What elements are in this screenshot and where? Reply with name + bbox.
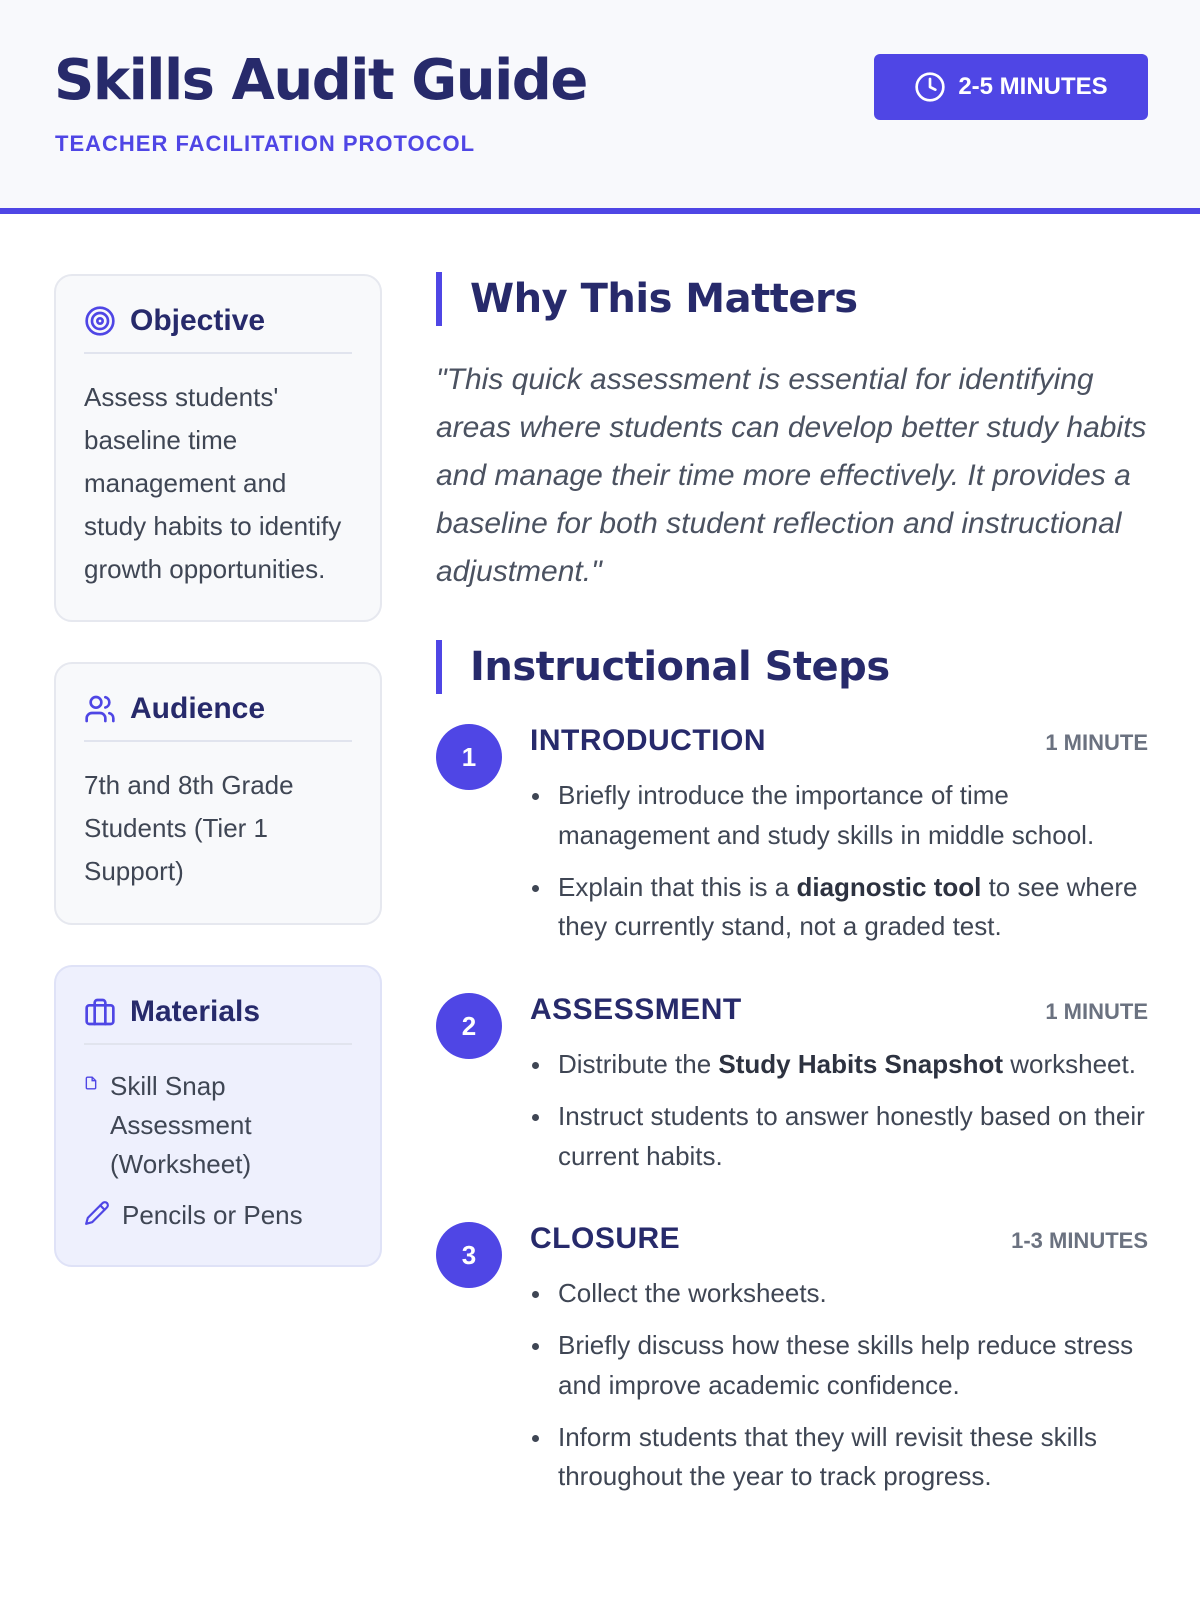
list-item bbox=[84, 1196, 352, 1235]
page-title: Skills Audit Guide bbox=[54, 48, 587, 113]
step-item bbox=[436, 993, 1148, 1176]
list-item bbox=[84, 1067, 352, 1184]
step-number-badge: 2 bbox=[436, 993, 502, 1059]
material-label: Pencils or Pens bbox=[122, 1200, 303, 1231]
why-heading: Why This Matters bbox=[436, 272, 1148, 326]
page-subtitle: TEACHER FACILITATION PROTOCOL bbox=[55, 131, 476, 156]
step-bullets bbox=[530, 776, 1148, 947]
list-item: Briefly introduce the importance of time management and study skills in middle school. bbox=[530, 776, 1148, 856]
objective-header bbox=[84, 304, 352, 354]
materials-card bbox=[54, 965, 382, 1267]
step-title: INTRODUCTION bbox=[530, 724, 766, 757]
step-duration: 1 MINUTE bbox=[1045, 730, 1148, 755]
objective-text: Assess students' baseline time management and study habits to identify growth opportunities. bbox=[84, 382, 342, 584]
why-quote: "This quick assessment is essential for identifying areas where students can develop better study habits and manage their time more effectively. It provides a baseline for both student reflection and instructional adjustment." bbox=[436, 363, 1147, 588]
step-item bbox=[436, 1222, 1148, 1497]
step-item bbox=[436, 724, 1148, 947]
objective-title: Objective bbox=[130, 304, 266, 337]
briefcase-icon bbox=[84, 996, 116, 1028]
clock-icon bbox=[914, 71, 946, 103]
main-content bbox=[436, 272, 1148, 1509]
list-item: Distribute the Study Habits Snapshot worksheet. bbox=[530, 1045, 1148, 1085]
list-item: Inform students that they will revisit these skills throughout the year to track progress. bbox=[530, 1418, 1148, 1498]
audience-text: 7th and 8th Grade Students (Tier 1 Support) bbox=[84, 770, 294, 887]
pencil-icon bbox=[84, 1200, 110, 1226]
material-label: Skill Snap Assessment (Worksheet) bbox=[110, 1071, 252, 1180]
materials-header bbox=[84, 995, 352, 1045]
audience-title: Audience bbox=[130, 692, 266, 726]
step-title: CLOSURE bbox=[530, 1222, 681, 1256]
list-item: Briefly discuss how these skills help reduce stress and improve academic confidence. bbox=[530, 1326, 1148, 1406]
target-icon bbox=[84, 305, 116, 337]
materials-title: Materials bbox=[130, 995, 261, 1029]
list-item: Collect the worksheets. bbox=[530, 1274, 1148, 1314]
steps-heading: Instructional Steps bbox=[436, 640, 1148, 694]
step-number-badge: 3 bbox=[436, 1222, 502, 1288]
duration-badge bbox=[874, 54, 1148, 120]
document-icon bbox=[84, 1075, 98, 1091]
users-icon bbox=[84, 693, 116, 725]
page-header bbox=[0, 0, 1200, 214]
step-bullets bbox=[530, 1045, 1148, 1176]
materials-list bbox=[84, 1067, 352, 1235]
objective-card bbox=[54, 274, 382, 622]
step-number-badge: 1 bbox=[436, 724, 502, 790]
sidebar bbox=[54, 274, 382, 1307]
step-title: ASSESSMENT bbox=[530, 993, 742, 1027]
step-duration: 1-3 MINUTES bbox=[1011, 1228, 1148, 1254]
audience-header bbox=[84, 692, 352, 742]
duration-label: 2-5 MINUTES bbox=[958, 73, 1108, 100]
step-duration: 1 MINUTE bbox=[1045, 999, 1148, 1025]
list-item: Instruct students to answer honestly based on their current habits. bbox=[530, 1097, 1148, 1177]
list-item: Explain that this is a diagnostic tool to see where they currently stand, not a graded test. bbox=[530, 868, 1148, 948]
step-bullets bbox=[530, 1274, 1148, 1497]
audience-card bbox=[54, 662, 382, 925]
